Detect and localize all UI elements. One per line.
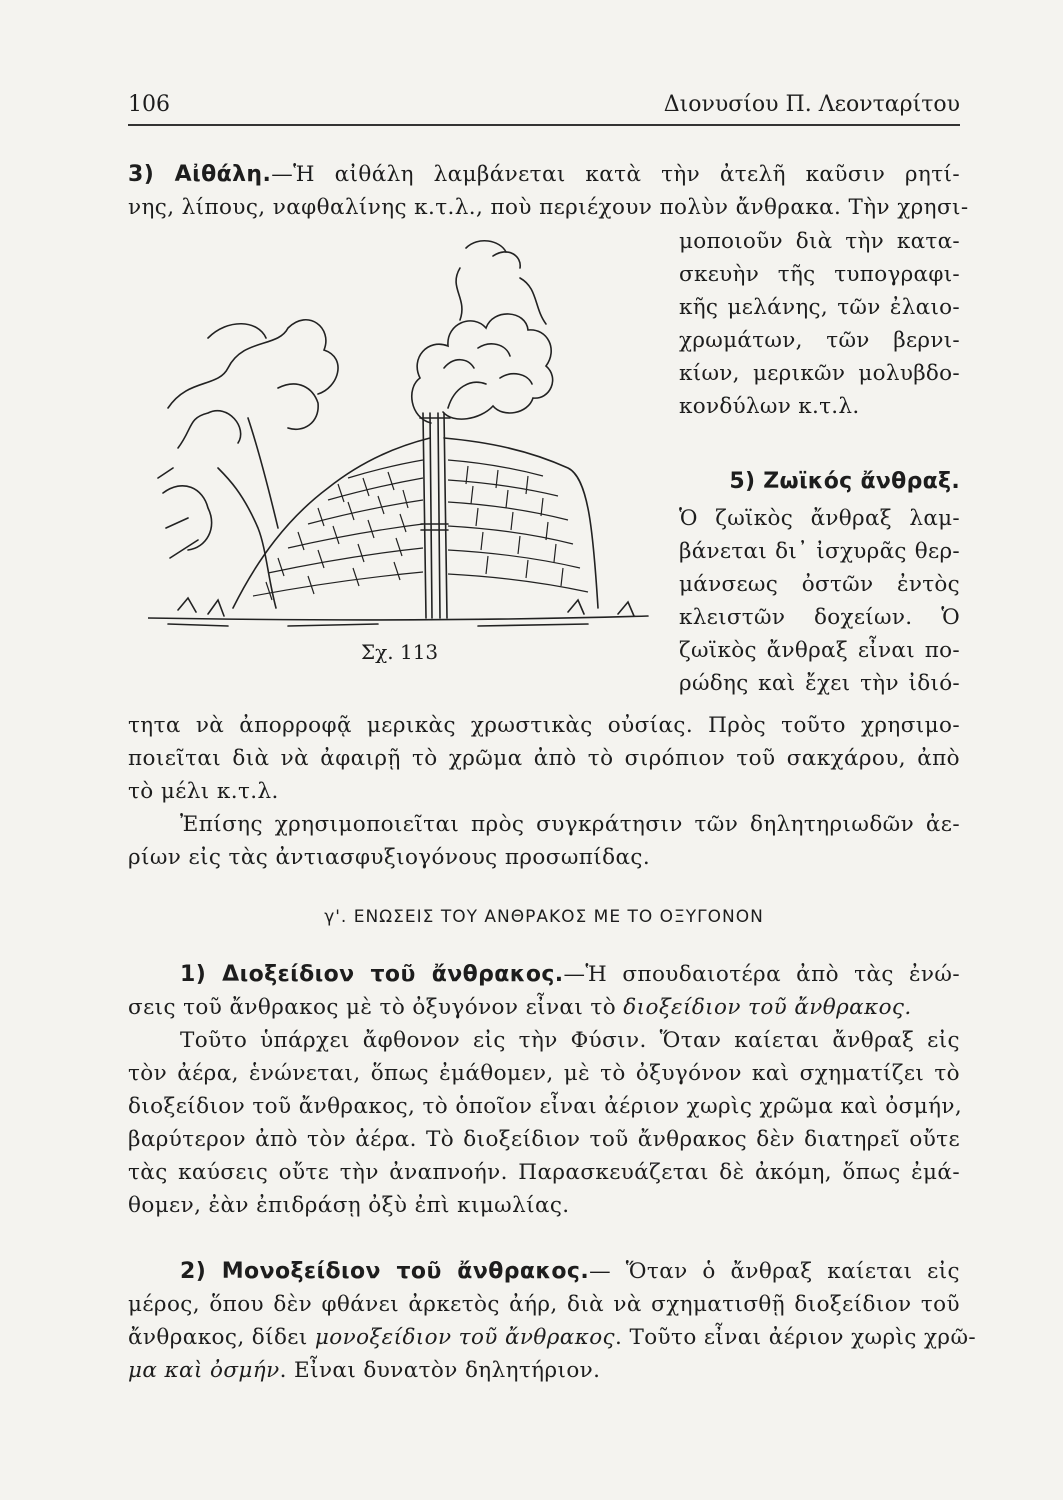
section-gamma-title: γ'. ΕΝΩΣΕΙΣ ΤΟΥ ΑΝΘΡΑΚΟΣ ΜΕ ΤΟ ΟΞΥΓΟΝΟΝ (324, 907, 764, 927)
text-line: τὸ μέλι κ.τ.λ. (128, 779, 279, 804)
page-header (128, 92, 960, 124)
page-number: 106 (128, 92, 170, 117)
figure-caption: Σχ. 113 (361, 640, 439, 664)
text-line: ρίων εἰς τὰς ἀντιασφυξιογόνους προσωπίδας. (128, 845, 651, 870)
text-line: κλειστῶν δοχείων. Ὁ (679, 605, 960, 630)
text-line: ποιεῖται διὰ νὰ ἀφαιρῇ τὸ χρῶμα ἀπὸ τὸ σιρόπιον τοῦ σακχάρου, ἀπὸ (128, 746, 960, 771)
text-line: κίων, μερικῶν μολυβδο- (679, 361, 960, 386)
section-3-line-1: 3) Αἰθάλη.—Ἡ αἰθάλη λαμβάνεται κατὰ τὴν ἀτελῆ καῦσιν ρητί- (128, 162, 961, 187)
header-rule (128, 124, 960, 126)
text-line: σεις τοῦ ἄνθρακος μὲ τὸ ὀξυγόνον εἶναι τὸ διοξείδιον τοῦ ἄνθρακος. (128, 995, 912, 1020)
section-5-body (128, 709, 960, 874)
text-line: τητα νὰ ἀπορροφᾷ μερικὰς χρωστικὰς οὐσίας. Πρὸς τοῦτο χρησιμο- (128, 713, 960, 738)
text-line: χρωμάτων, τῶν βερνι- (679, 328, 960, 353)
text-line: Τοῦτο ὑπάρχει ἄφθονον εἰς τὴν Φύσιν. Ὅταν καίεται ἄνθραξ εἰς (180, 1028, 960, 1053)
text-line: βαρύτερον ἀπὸ τὸν ἀέρα. Τὸ διοξείδιον τοῦ ἄνθρακος δὲν διατηρεῖ οὔτε (128, 1127, 960, 1152)
section-3-line-2: νης, λίπους, ναφθαλίνης κ.τ.λ., ποὺ περιέχουν πολὺν ἄνθρακα. Τὴν χρησι- (128, 195, 969, 220)
text-line: σκευὴν τῆς τυπογραφι- (679, 262, 960, 287)
text-line: ζωϊκὸς ἄνθραξ εἶναι πο- (679, 638, 960, 663)
text-line: μοποιοῦν διὰ τὴν κατα- (679, 229, 960, 254)
text-line: Ἐπίσης χρησιμοποιεῖται πρὸς συγκράτησιν τῶν δηλητηριωδῶν ἀε- (180, 812, 960, 837)
text-line: 1) Διοξείδιον τοῦ ἄνθρακος.—Ἡ σπουδαιοτέρα ἀπὸ τὰς ἐνώ- (180, 962, 960, 987)
charcoal-kiln-illustration (148, 228, 670, 638)
section-5-heading: 5) Ζωϊκός ἄνθραξ. (729, 469, 960, 494)
text-line: τὸν ἀέρα, ἑνώνεται, ὅπως ἐμάθομεν, μὲ τὸ ὀξυγόνον καὶ σχηματίζει τὸ (128, 1061, 960, 1086)
carbon-monoxide-heading: 2) Μονοξείδιον τοῦ ἄνθρακος. (180, 1259, 590, 1284)
text-line: βάνεται δι᾽ ἰσχυρᾶς θερ- (679, 539, 960, 564)
text-line: Ὁ ζωϊκὸς ἄνθραξ λαμ- (679, 506, 960, 531)
text-line: θομεν, ἐὰν ἐπιδράσῃ ὀξὺ ἐπὶ κιμωλίας. (128, 1193, 570, 1218)
carbon-dioxide-heading: 1) Διοξείδιον τοῦ ἄνθρακος. (180, 962, 564, 987)
running-title: Διονυσίου Π. Λεονταρίτου (663, 92, 960, 117)
text-line: τὰς καύσεις οὔτε τὴν ἀναπνοήν. Παρασκευάζεται δὲ ἀκόμη, ὅπως ἐμά- (128, 1160, 960, 1185)
section-3-opening (128, 158, 969, 224)
text-line: κῆς μελάνης, τῶν ἐλαιο- (679, 295, 960, 320)
section-3-heading: 3) Αἰθάλη. (128, 162, 272, 187)
paragraph-carbon-dioxide (128, 958, 963, 1222)
section-5-right-column (679, 465, 960, 700)
text-line: 2) Μονοξείδιον τοῦ ἄνθρακος.— Ὅταν ὁ ἄνθραξ καίεται εἰς (180, 1259, 960, 1284)
section-3-right-column (679, 225, 960, 423)
text-line: μέρος, ὅπου δὲν φθάνει ἀρκετὸς ἀήρ, διὰ νὰ σχηματισθῇ διοξείδιον τοῦ (128, 1292, 960, 1317)
text-line: μάνσεως ὀστῶν ἐντὸς (679, 572, 960, 597)
paragraph-carbon-monoxide (128, 1255, 977, 1387)
text-line: διοξείδιον τοῦ ἄνθρακος, τὸ ὁποῖον εἶναι ἀέριον χωρὶς χρῶμα καὶ ὀσμήν, (128, 1094, 963, 1119)
text-line: ἄνθρακος, δίδει μονοξείδιον τοῦ ἄνθρακος. Τοῦτο εἶναι ἀέριον χωρὶς χρῶ- (128, 1325, 977, 1350)
text-line: μα καὶ ὀσμήν. Εἶναι δυνατὸν δηλητήριον. (128, 1358, 601, 1383)
text-line: κονδύλων κ.τ.λ. (679, 394, 860, 419)
text-line: ρώδης καὶ ἔχει τὴν ἰδιό- (679, 671, 960, 696)
